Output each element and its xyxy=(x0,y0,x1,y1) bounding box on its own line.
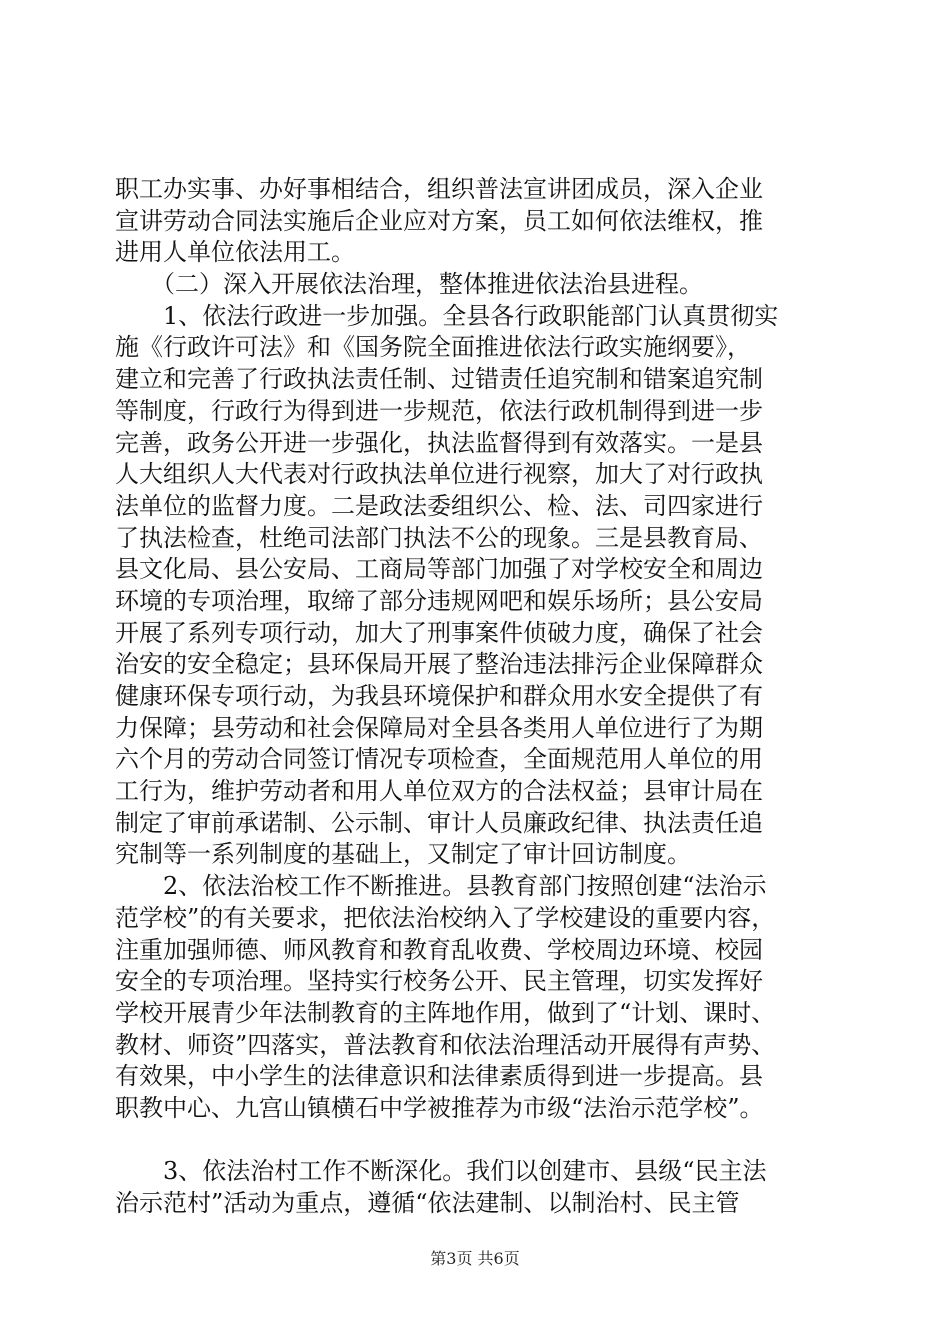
text-line: 3、依法治村工作不断深化。我们以创建市、县级“民主法 xyxy=(115,1157,767,1186)
text-line: 进用人单位依法用工。 xyxy=(115,238,355,267)
text-line: 宣讲劳动合同法实施后企业应对方案，员工如何依法维权，推 xyxy=(115,206,763,235)
text-line: 工行为，维护劳动者和用人单位双方的合法权益；县审计局在 xyxy=(115,777,763,806)
paragraph-gap xyxy=(115,1125,845,1157)
text-line: 施《行政许可法》和《国务院全面推进依法行政实施纲要》， xyxy=(115,333,751,362)
text-line: 开展了系列专项行动，加大了刑事案件侦破力度，确保了社会 xyxy=(115,618,763,647)
text-line: 了执法检查，杜绝司法部门执法不公的现象。三是县教育局、 xyxy=(115,523,763,552)
text-line: 环境的专项治理，取缔了部分违规网吧和娱乐场所；县公安局 xyxy=(115,586,763,615)
text-line: 建立和完善了行政执法责任制、过错责任追究制和错案追究制 xyxy=(115,365,763,394)
text-line: 力保障；县劳动和社会保障局对全县各类用人单位进行了为期 xyxy=(115,713,763,742)
text-line: 制定了审前承诺制、公示制、审计人员廉政纪律、执法责任追 xyxy=(115,808,763,837)
text-line: 学校开展青少年法制教育的主阵地作用，做到了“计划、课时、 xyxy=(115,998,776,1027)
page-footer: 第3页 共6页 xyxy=(430,1249,520,1268)
text-line: 究制等一系列制度的基础上，又制定了审计回访制度。 xyxy=(115,840,691,869)
text-line: 教材、师资”四落实，普法教育和依法治理活动开展得有声势、 xyxy=(115,1030,776,1059)
text-line: 县文化局、县公安局、工商局等部门加强了对学校安全和周边 xyxy=(115,555,763,584)
text-line: 法单位的监督力度。二是政法委组织公、检、法、司四家进行 xyxy=(115,491,763,520)
text-line: 人大组织人大代表对行政执法单位进行视察，加大了对行政执 xyxy=(115,460,763,489)
text-line: 职教中心、九宫山镇横石中学被推荐为市级“法治示范学校”。 xyxy=(115,1093,764,1122)
text-line: 2、依法治校工作不断推进。县教育部门按照创建“法治示 xyxy=(115,872,767,901)
text-line: （二）深入开展依法治理，整体推进依法治县进程。 xyxy=(115,270,703,299)
body-text xyxy=(115,174,845,1220)
text-line: 完善，政务公开进一步强化，执法监督得到有效落实。一是县 xyxy=(115,428,763,457)
text-line: 六个月的劳动合同签订情况专项检查，全面规范用人单位的用 xyxy=(115,745,763,774)
text-line: 等制度，行政行为得到进一步规范，依法行政机制得到进一步 xyxy=(115,396,763,425)
text-line: 健康环保专项行动，为我县环境保护和群众用水安全提供了有 xyxy=(115,682,763,710)
text-line: 职工办实事、办好事相结合，组织普法宣讲团成员，深入企业 xyxy=(115,175,763,203)
text-line: 安全的专项治理。坚持实行校务公开、民主管理，切实发挥好 xyxy=(115,967,763,996)
text-line: 治示范村”活动为重点，遵循“依法建制、以制治村、民主管 xyxy=(115,1189,740,1217)
text-line: 治安的安全稳定；县环保局开展了整治违法排污企业保障群众 xyxy=(115,650,763,679)
text-line: 1、依法行政进一步加强。全县各行政职能部门认真贯彻实 xyxy=(115,301,779,330)
text-line: 注重加强师德、师风教育和教育乱收费、学校周边环境、校园 xyxy=(115,935,763,964)
text-line: 有效果，中小学生的法律意识和法律素质得到进一步提高。县 xyxy=(115,1062,763,1091)
text-line: 范学校”的有关要求，把依法治校纳入了学校建设的重要内容， xyxy=(115,903,776,932)
